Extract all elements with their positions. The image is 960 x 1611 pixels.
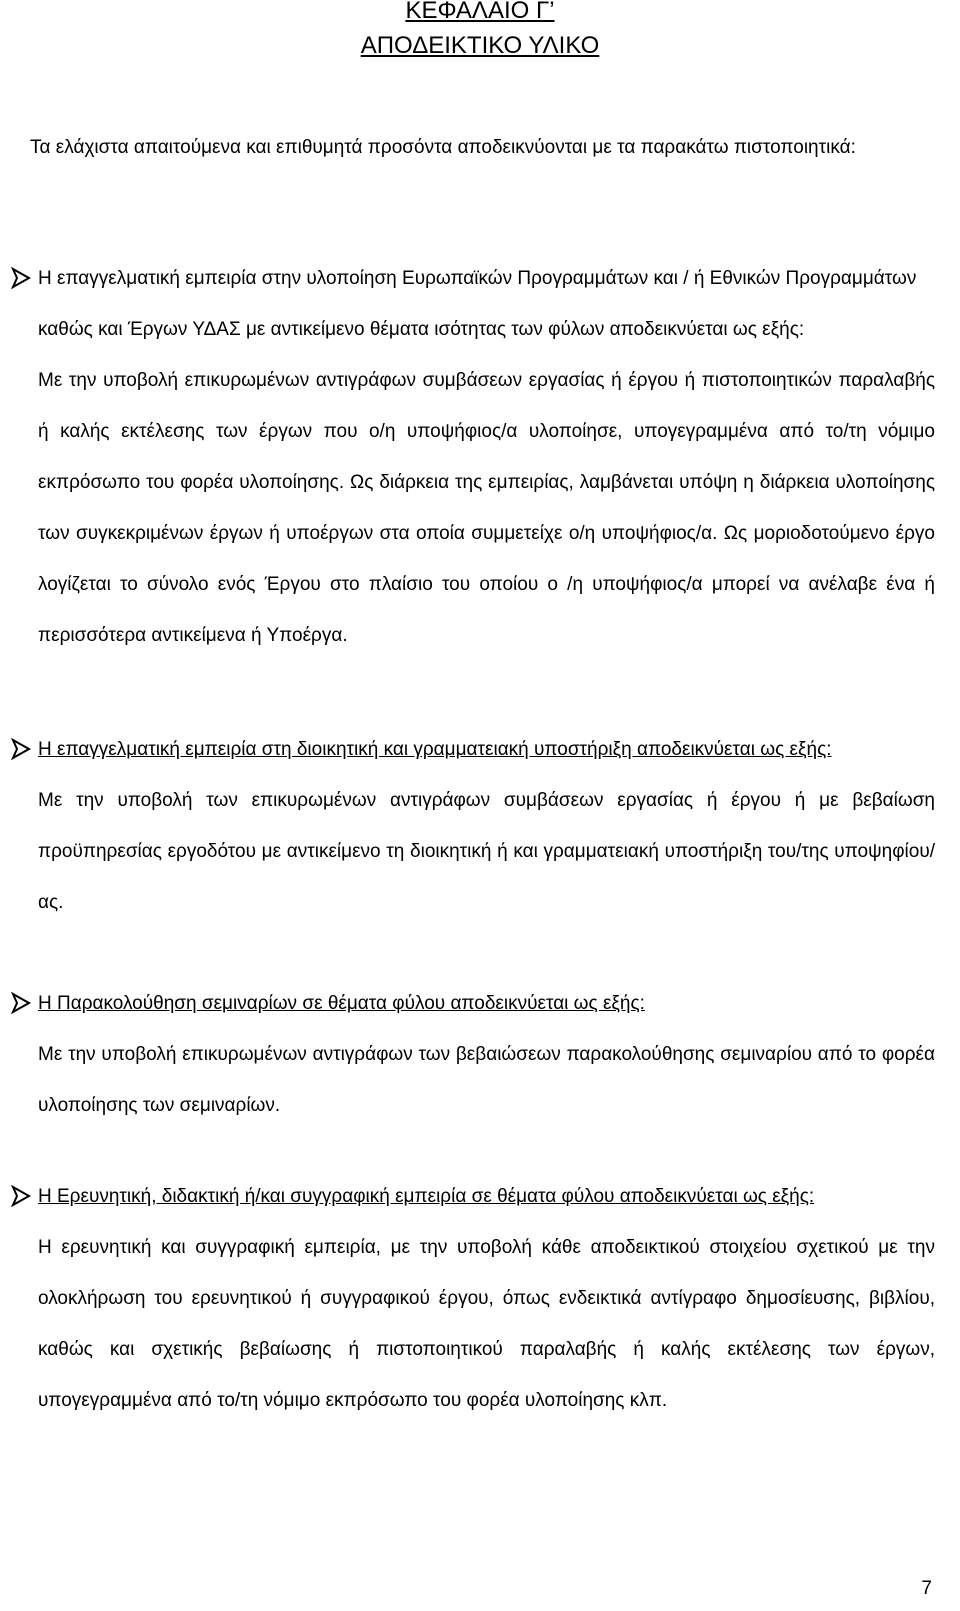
intro-paragraph: Τα ελάχιστα απαιτούμενα και επιθυμητά προσόντα αποδεικνύονται με τα παρακάτω πιστοποιητικά: <box>30 137 856 158</box>
section-research-experience <box>10 1171 935 1426</box>
arrow-bullet-icon <box>10 267 32 289</box>
page-number: 7 <box>921 1578 932 1599</box>
chapter-number: ΚΕΦΑΛΑΙΟ Γ’ <box>405 0 555 24</box>
section-heading: Η επαγγελματική εμπειρία στη διοικητική και γραμματειακή υποστήριξη αποδεικνύεται ως εξής: <box>38 739 832 760</box>
arrow-bullet-icon <box>10 992 32 1014</box>
section-body: Με την υποβολή επικυρωμένων αντιγράφων των βεβαιώσεων παρακολούθησης σεμιναρίου από το φορέα υλοποίησης των σεμιναρίων. <box>38 1044 935 1116</box>
chapter-title: ΑΠΟΔΕΙΚΤΙΚΟ ΥΛΙΚΟ <box>360 32 600 59</box>
section-admin-support <box>10 724 935 928</box>
section-seminars <box>10 978 935 1131</box>
section-body: Η ερευνητική και συγγραφική εμπειρία, με την υποβολή κάθε αποδεικτικού στοιχείου σχετικού με την ολοκλήρωση του ερευνητικού ή συγγραφικού έργου, όπως ενδεικτικά αντίγραφο δημοσίευσης, βιβλίου, καθώς και σχετικής βεβαίωσης ή πιστοποιητικού παραλαβής ή καλής εκτέλεσης των έργων, υπογεγραμμένα από το/τη νόμιμο εκπρόσωπο του φορέα υλοποίησης κλπ. <box>38 1237 935 1411</box>
section-professional-experience <box>10 253 935 661</box>
arrow-bullet-icon <box>10 1185 32 1207</box>
section-heading: Η επαγγελματική εμπειρία στην υλοποίηση Ευρωπαϊκών Προγραμμάτων και / ή Εθνικών Προγραμμάτων καθώς και Έργων ΥΔΑΣ με αντικείμενο θέματα ισότητας των φύλων αποδεικνύεται ως εξής: <box>38 268 917 340</box>
section-body: Με την υποβολή επικυρωμένων αντιγράφων συμβάσεων εργασίας ή έργου ή πιστοποιητικών παραλαβής ή καλής εκτέλεσης των έργων που ο/η υποψήφιος/α υλοποίησε, υπογεγραμμένα από το/τη νόμιμο εκπρόσωπο του φορέα υλοποίησης. Ως διάρκεια της εμπειρίας, λαμβάνεται υπόψη η διάρκεια υλοποίησης των συγκεκριμένων έργων ή υποέργων στα οποία συμμετείχε ο/η υποψήφιος/α. Ως μοριοδοτούμενο έργο λογίζεται το σύνολο ενός Έργου στο πλαίσιο του οποίου ο /η υποψήφιος/α μπορεί να ανέλαβε ένα ή περισσότερα αντικείμενα ή Υποέργα. <box>38 370 935 646</box>
section-body: Με την υποβολή των επικυρωμένων αντιγράφων συμβάσεων εργασίας ή έργου ή με βεβαίωση προϋπηρεσίας εργοδότου με αντικείμενο τη διοικητική ή και γραμματειακή υποστήριξη του/της υποψηφίου/ας. <box>38 790 935 913</box>
arrow-bullet-icon <box>10 738 32 760</box>
section-heading: Η Ερευνητική, διδακτική ή/και συγγραφική εμπειρία σε θέματα φύλου αποδεικνύεται ως εξής: <box>38 1186 815 1207</box>
section-heading: Η Παρακολούθηση σεμιναρίων σε θέματα φύλου αποδεικνύεται ως εξής: <box>38 993 645 1014</box>
